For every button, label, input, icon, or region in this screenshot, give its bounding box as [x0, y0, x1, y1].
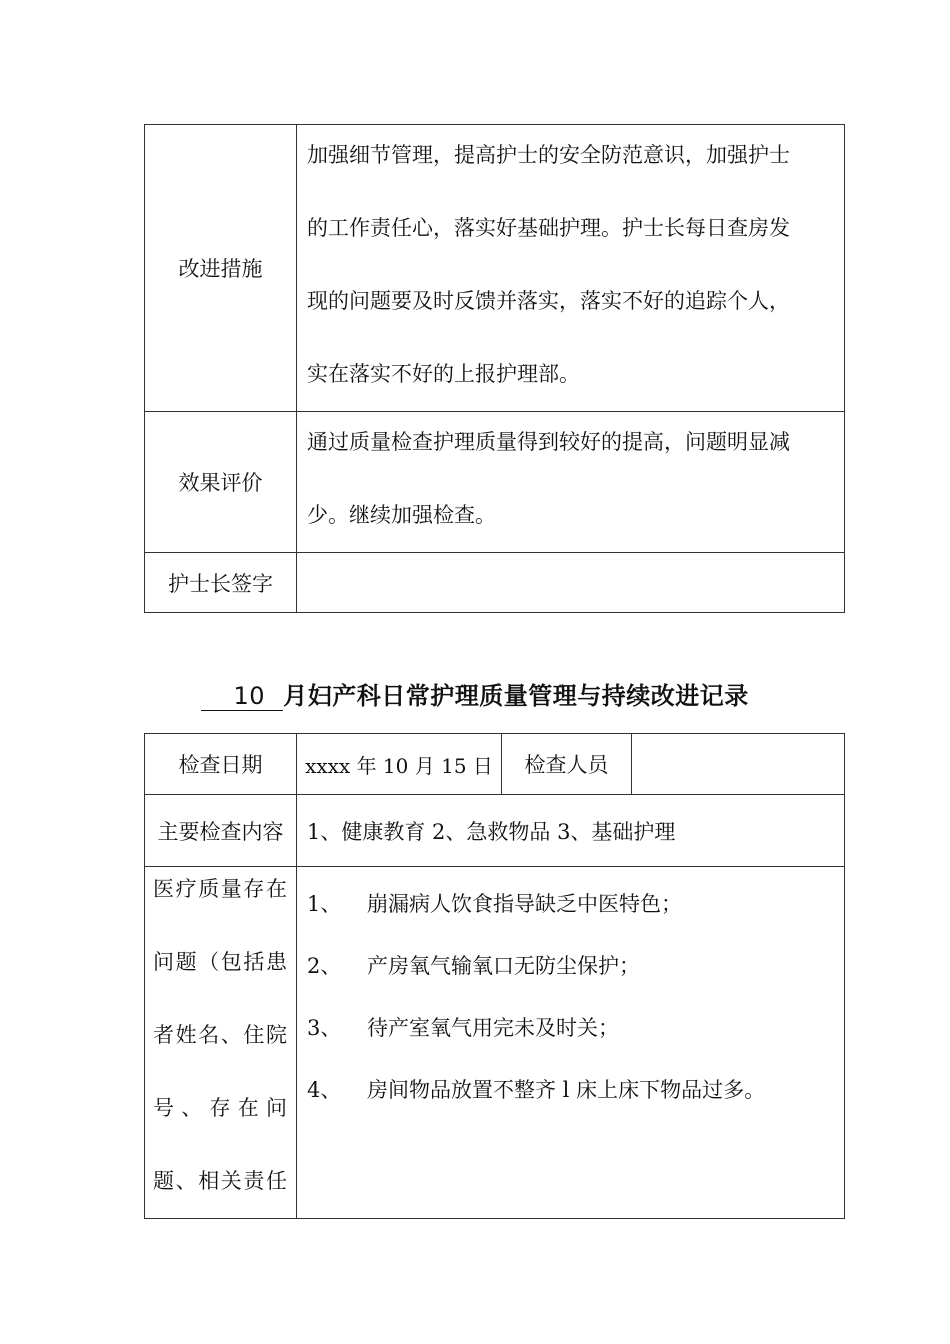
- issue-item: [307, 873, 834, 935]
- issues-label-line: 号、存在问: [153, 1096, 288, 1120]
- content-value: 1、健康教育 2、急救物品 3、基础护理: [297, 795, 845, 867]
- issue-number: 2、: [307, 954, 342, 978]
- page-title: [0, 676, 950, 711]
- date-value: xxxx 年 10 月 15 日: [297, 734, 502, 795]
- sign-label: 护士长签字: [145, 553, 297, 613]
- issue-text: 房间物品放置不整齐 l 床上床下物品过多。: [367, 1078, 766, 1102]
- title-text: 月妇产科日常护理质量管理与持续改进记录: [283, 682, 749, 710]
- effect-line: 通过质量检查护理质量得到较好的提高，问题明显减: [307, 430, 790, 454]
- inspection-table: [144, 733, 845, 1219]
- improve-content: [297, 125, 845, 412]
- issues-label: [145, 867, 297, 1219]
- issue-text: 崩漏病人饮食指导缺乏中医特色；: [367, 892, 682, 916]
- issues-label-line: 者姓名、住院: [153, 1023, 288, 1047]
- improve-line: 的工作责任心，落实好基础护理。护士长每日查房发: [307, 216, 790, 240]
- issues-label-line: 问题（包括患: [153, 950, 288, 974]
- effect-content: [297, 412, 845, 553]
- date-label: 检查日期: [145, 734, 297, 795]
- content-label: 主要检查内容: [145, 795, 297, 867]
- improve-label: 改进措施: [145, 125, 297, 412]
- issue-item: [307, 1059, 834, 1121]
- inspector-label: 检查人员: [502, 734, 632, 795]
- issues-label-line: 医疗质量存在: [153, 877, 288, 901]
- issue-item: [307, 997, 834, 1059]
- title-month: 10: [201, 682, 283, 711]
- issue-number: 1、: [307, 892, 342, 916]
- sign-value: [297, 553, 845, 613]
- issue-text: 产房氧气输氧口无防尘保护；: [367, 954, 640, 978]
- issue-item: [307, 935, 834, 997]
- issue-text: 待产室氧气用完未及时关；: [367, 1016, 619, 1040]
- issues-list: [297, 867, 845, 1219]
- issue-number: 3、: [307, 1016, 342, 1040]
- issues-label-line: 题、相关责任: [153, 1169, 288, 1193]
- effect-line: 少。继续加强检查。: [307, 503, 496, 527]
- issue-number: 4、: [307, 1078, 342, 1102]
- improve-line: 实在落实不好的上报护理部。: [307, 362, 580, 386]
- improvement-table: [144, 124, 845, 613]
- improve-line: 现的问题要及时反馈并落实，落实不好的追踪个人，: [307, 289, 790, 313]
- improve-line: 加强细节管理，提高护士的安全防范意识，加强护士: [307, 143, 790, 167]
- effect-label: 效果评价: [145, 412, 297, 553]
- inspector-value: [632, 734, 845, 795]
